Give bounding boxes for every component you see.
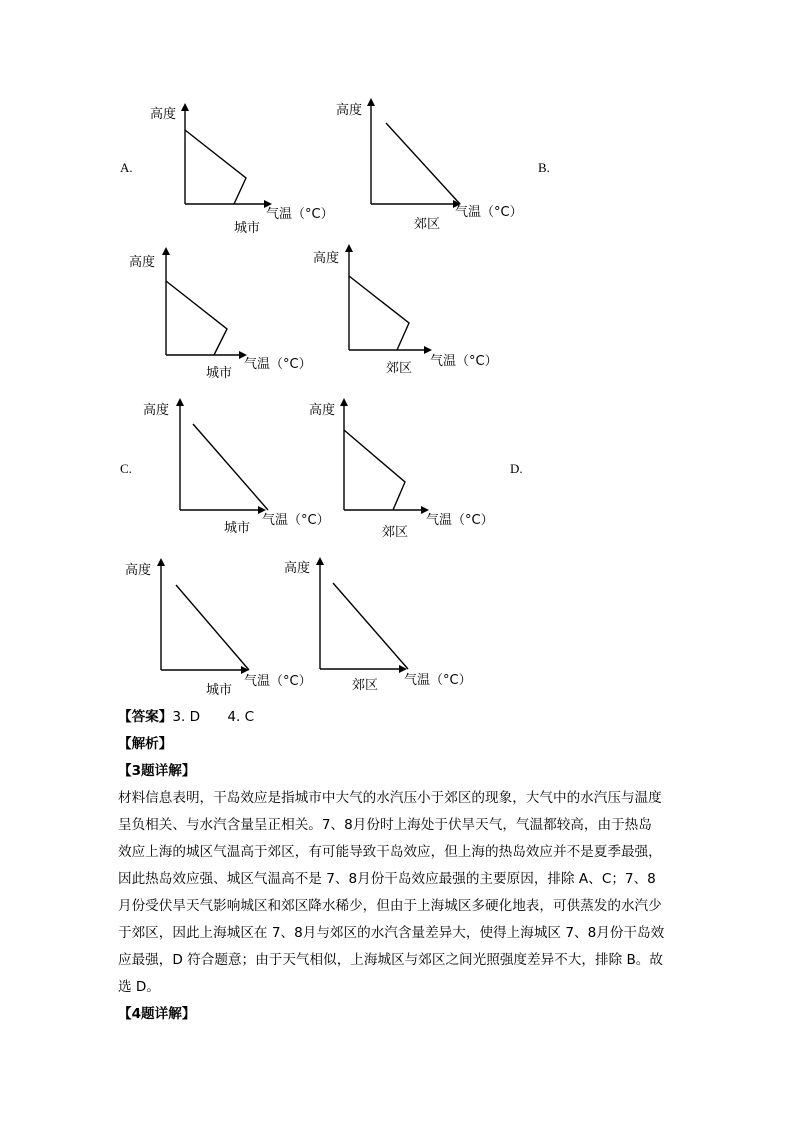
q3-line: 因此热岛效应强、城区气温高不是 7、8月份干岛效应最强的主要原因，排除 A、C；7、8: [118, 871, 656, 887]
chart-location-label: 城市: [234, 221, 261, 236]
q4-heading: 【4题详解】: [118, 1006, 196, 1022]
chart-c-suburb: [309, 402, 494, 540]
chart-location-label: 城市: [206, 683, 233, 698]
answer-line: [118, 704, 678, 731]
chart-d-suburb: [284, 560, 472, 693]
chart-c-city: [143, 402, 330, 536]
y-axis-label: 高度: [125, 563, 152, 578]
x-axis-label: 气温（°C）: [244, 357, 312, 372]
chart-a-city: [150, 106, 334, 236]
q3-line: 呈负相关、与水汽含量呈正相关。7、8月份时上海处于伏旱天气，气温都较高，由于热岛: [118, 817, 652, 833]
chart-b-city: [129, 251, 312, 381]
temperature-profile-line: [349, 276, 409, 350]
q3-line: 月份受伏旱天气影响城区和郊区降水稀少，但由于上海城区多硬化地表，可供蒸发的水汽少: [118, 898, 662, 914]
chart-location-label: 城市: [206, 366, 233, 381]
chart-location-label: 郊区: [382, 525, 409, 540]
answer-text: 3. D 4. C: [172, 709, 255, 725]
answer-tag: 【答案】: [118, 709, 173, 725]
x-axis-label: 气温（°C）: [262, 513, 330, 528]
chart-location-label: 郊区: [386, 361, 413, 376]
q3-line: 选 D。: [118, 979, 160, 995]
temperature-profile-line: [193, 424, 268, 510]
temperature-profile-line: [386, 123, 460, 204]
q3-line: 于郊区，因此上海城区在 7、8月与郊区的水汽含量差异大，使得上海城区 7、8月份干岛效: [118, 925, 665, 941]
analysis-tag: 【解析】: [118, 736, 173, 752]
y-axis-label: 高度: [313, 251, 340, 266]
y-axis-label: 高度: [150, 107, 177, 122]
chart-location-label: 城市: [224, 521, 251, 536]
option-c-label: C.: [120, 461, 132, 476]
option-a-label: A.: [120, 160, 133, 175]
y-axis-label: 高度: [284, 561, 311, 576]
y-axis-label: 高度: [143, 403, 170, 418]
temperature-profile-line: [333, 583, 408, 669]
y-axis-label: 高度: [336, 103, 363, 118]
q3-explanation: [118, 785, 678, 1001]
chart-a-suburb: [336, 102, 523, 232]
chart-b-suburb: [313, 248, 498, 376]
option-b-label: B.: [538, 160, 550, 175]
chart-d-city: [125, 562, 312, 698]
x-axis-label: 气温（°C）: [455, 205, 523, 220]
x-axis-label: 气温（°C）: [404, 673, 472, 688]
temperature-profile-line: [166, 281, 227, 355]
temperature-profile-line: [176, 585, 249, 670]
x-axis-label: 气温（°C）: [244, 674, 312, 689]
q3-line: 应最强，D 符合题意；由于天气相似，上海城区与郊区之间光照强度差异不大，排除 B。故: [118, 952, 663, 968]
x-axis-label: 气温（°C）: [430, 354, 498, 369]
q3-line: 效应上海的城区气温高于郊区，有可能导致干岛效应，但上海的热岛效应并不是夏季最强，: [118, 844, 662, 860]
x-axis-label: 气温（°C）: [266, 207, 334, 222]
chart-location-label: 郊区: [352, 678, 379, 693]
temperature-profile-line: [344, 430, 405, 510]
x-axis-label: 气温（°C）: [426, 513, 494, 528]
temperature-profile-line: [185, 130, 246, 204]
y-axis-label: 高度: [129, 255, 156, 270]
y-axis-label: 高度: [309, 403, 336, 418]
solution-text: [118, 704, 678, 1028]
q3-line: 材料信息表明，干岛效应是指城市中大气的水汽压小于郊区的现象，大气中的水汽压与温度: [118, 790, 662, 806]
option-d-label: D.: [510, 461, 523, 476]
chart-location-label: 郊区: [414, 217, 441, 232]
q3-heading: 【3题详解】: [118, 763, 196, 779]
